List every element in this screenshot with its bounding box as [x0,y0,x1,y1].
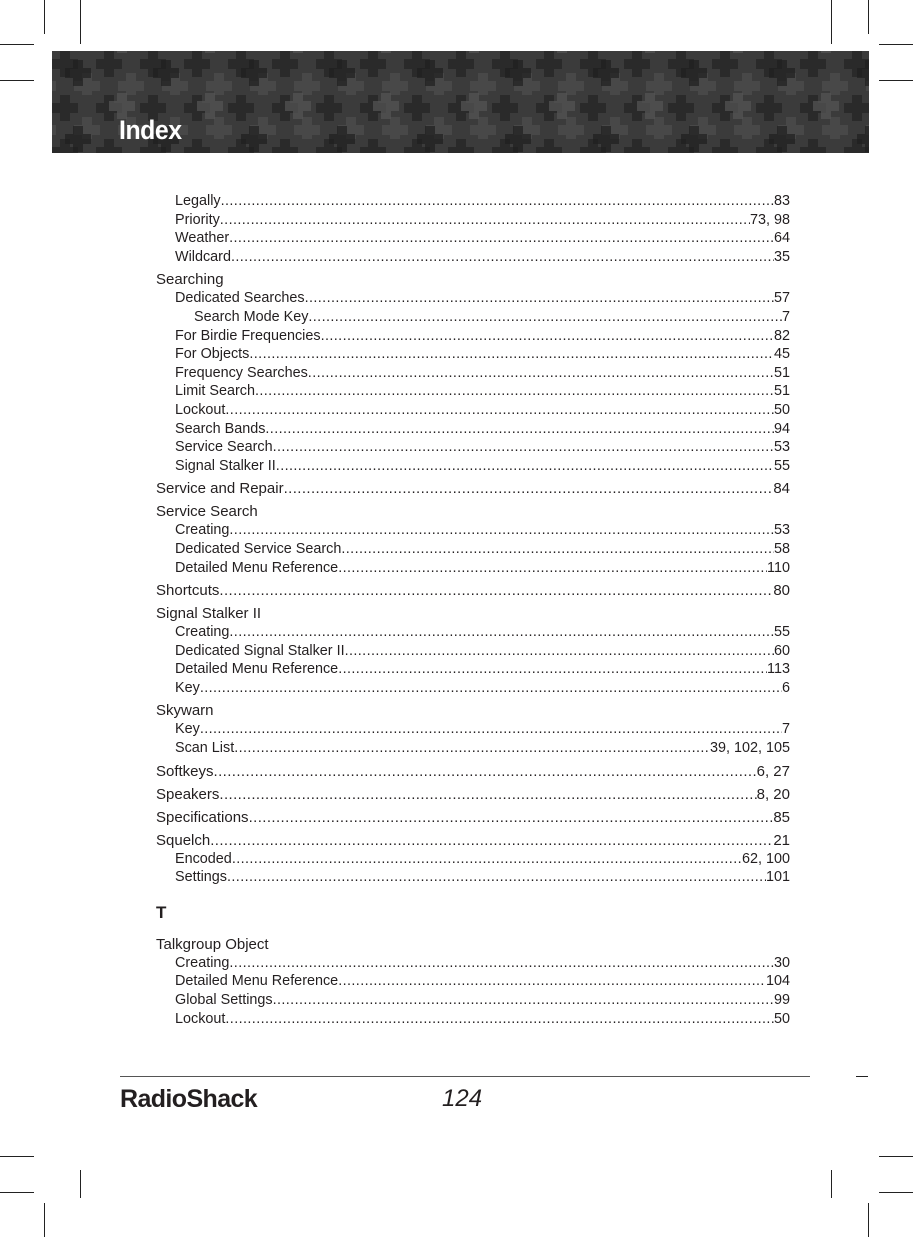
index-entry-page: 39, 102, 105 [709,740,790,757]
index-entry-page: 50 [773,1010,790,1027]
index-entry-label: Encoded [175,850,232,867]
dot-leader [220,211,750,230]
index-entry-label: Signal Stalker II [175,457,276,474]
footer-rule [120,1076,810,1077]
index-main-entry [156,785,790,804]
index-heading-label: Signal Stalker II [156,605,262,623]
dot-leader [249,345,774,364]
dot-leader [210,831,773,850]
index-sub-entry [156,679,790,698]
index-heading-label: Searching [156,271,224,289]
index-entry-label: Key [175,679,200,696]
dot-leader [305,289,774,308]
index-entry-page: 55 [773,457,790,474]
dot-leader [200,720,782,739]
index-entry-page: 82 [773,327,790,344]
index-entry-page: 45 [773,346,790,363]
dot-leader [229,954,774,973]
index-entry-page: 101 [765,869,790,886]
index-main-entry [156,831,790,850]
index-entry-label: Frequency Searches [175,364,308,381]
index-entry-page: 53 [773,522,790,539]
dot-leader [276,457,774,476]
index-entry-page: 73, 98 [749,211,790,228]
dot-leader [232,850,742,869]
index-entry-page: 7 [781,308,790,325]
index-entry-label: Creating [175,624,230,641]
index-entry-label: Detailed Menu Reference [175,559,339,576]
dot-leader [200,679,782,698]
index-entry-label: Legally [175,193,221,209]
index-entry-label: For Birdie Frequencies [175,327,321,344]
dot-leader [214,762,757,781]
index-entry-page: 8, 20 [756,785,790,803]
index-entry-label: Squelch [156,831,211,849]
dot-leader [219,785,756,804]
index-sub-entry [156,364,790,383]
index-entry-label: Key [175,721,200,738]
dot-leader [221,192,774,211]
dot-leader [234,739,710,758]
index-entry-page: 30 [773,954,790,971]
index-main-entry [156,581,790,600]
index-heading [156,701,790,720]
index-entry-label: Wildcard [175,248,231,265]
page-title: Index [119,115,182,145]
index-entry-page: 60 [773,642,790,659]
index-entry-page: 62, 100 [741,850,790,867]
index-sub-entry [156,345,790,364]
index-entry-label: Search Bands [175,420,266,437]
dot-leader [227,868,766,887]
index-sub-entry [156,642,790,661]
index-entry-page: 53 [773,439,790,456]
index-sub-entry [156,954,790,973]
index-entry-page: 6 [781,679,790,696]
dot-leader [229,229,774,248]
index-entry-page: 50 [773,401,790,418]
index-sub-entry [156,229,790,248]
index-sub-entry [156,559,790,578]
index-entry-page: 58 [773,540,790,557]
index-heading-label: Talkgroup Object [156,935,269,953]
index-entry-page: 84 [773,480,790,498]
index-entry-label: Dedicated Searches [175,290,305,307]
index-sub-entry [156,850,790,869]
index-entry-page: 51 [773,364,790,381]
index-entry-label: Detailed Menu Reference [175,973,339,990]
index-entry-label: Specifications [156,808,249,826]
radioshack-logo: RadioShack [120,1085,258,1113]
dot-leader [284,479,774,498]
dot-leader [345,642,774,661]
index-entry-page: 21 [773,831,790,849]
index-sub-entry [156,438,790,457]
index-heading-label: Skywarn [156,702,214,720]
index-entry-label: Service and Repair [156,480,284,498]
index-entry-page: 55 [773,624,790,641]
dot-leader [341,540,774,559]
dot-leader [321,327,774,346]
index-entry-label: Limit Search [175,383,255,400]
page-number: 124 [442,1085,483,1112]
index-entry-label: Settings [175,869,227,886]
dot-leader [231,248,774,267]
index-sub-entry [156,991,790,1010]
index-sub-entry [156,540,790,559]
dot-leader [225,401,774,420]
index-sub-entry [156,308,790,327]
dot-leader [338,559,767,578]
index-entry-label: Softkeys [156,762,214,780]
dot-leader [338,972,766,991]
index-sub-entry [156,192,790,211]
index-entry-label: Dedicated Signal Stalker II [175,642,345,659]
index-entry-page: 113 [767,661,790,678]
dot-leader [273,438,774,457]
index-main-entry [156,762,790,781]
index-sub-entry [156,420,790,439]
index-entry-label: Service Search [175,439,273,456]
index-sub-entry [156,623,790,642]
index-letter-heading: T [156,902,167,922]
index-sub-entry [156,739,790,758]
index-entry-label: Creating [175,954,230,971]
index-entry-label: Lockout [175,1010,226,1027]
index-sub-entry [156,868,790,887]
index-entry-label: Lockout [175,401,226,418]
index-entry-label: Dedicated Service Search [175,540,342,557]
index-sub-entry [156,720,790,739]
index-heading [156,935,790,954]
index-entry-page: 6, 27 [756,762,790,780]
index-main-entry [156,479,790,498]
index-entry-page: 99 [773,992,790,1009]
index-entry-page: 94 [773,420,790,437]
index-sub-entry [156,660,790,679]
index-heading [156,604,790,623]
dot-leader [249,808,774,827]
dot-leader [265,420,774,439]
index-entry-page: 80 [773,582,790,600]
index-entry-page: 110 [767,559,790,576]
index-sub-entry [156,211,790,230]
index-sub-entry [156,457,790,476]
index-heading [156,502,790,521]
dot-leader [308,308,782,327]
index-list [156,192,790,1028]
index-entry-label: Global Settings [175,992,273,1009]
index-sub-entry [156,401,790,420]
dot-leader [255,382,774,401]
dot-leader [308,364,774,383]
index-sub-entry [156,972,790,991]
index-sub-entry [156,382,790,401]
index-sub-entry [156,248,790,267]
dot-leader [219,581,773,600]
index-sub-entry [156,521,790,540]
index-entry-label: Priority [175,211,220,228]
dot-leader [229,623,774,642]
index-entry-label: Scan List [175,740,235,757]
index-entry-page: 7 [781,721,790,738]
dot-leader [338,660,767,679]
dot-leader [273,991,774,1010]
index-heading [156,270,790,289]
index-entry-page: 64 [773,230,790,247]
index-entry-page: 85 [773,808,790,826]
index-entry-page: 35 [773,248,790,265]
index-sub-entry [156,1010,790,1029]
index-entry-page: 104 [765,973,790,990]
index-entry-label: Search Mode Key [194,308,309,325]
dot-leader [225,1010,774,1029]
index-entry-page: 83 [773,193,790,209]
index-entry-label: Creating [175,522,230,539]
dot-leader [229,521,774,540]
index-entry-page: 51 [773,383,790,400]
index-entry-label: For Objects [175,346,250,363]
index-main-entry [156,808,790,827]
index-sub-entry [156,327,790,346]
index-entry-label: Weather [175,230,230,247]
index-entry-label: Speakers [156,785,220,803]
index-entry-label: Shortcuts [156,582,220,600]
index-sub-entry [156,289,790,308]
index-heading-label: Service Search [156,503,258,521]
index-entry-page: 57 [773,290,790,307]
header-banner [52,51,869,153]
index-entry-label: Detailed Menu Reference [175,661,339,678]
